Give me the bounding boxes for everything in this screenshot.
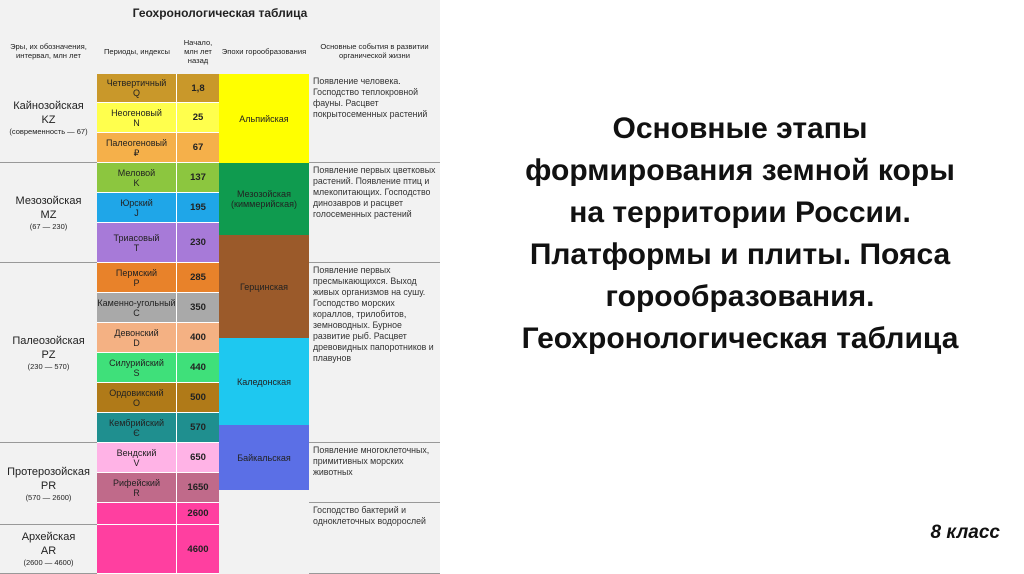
start-cell (177, 413, 219, 443)
period-cell (97, 525, 177, 574)
start-value: 4600 (187, 543, 209, 555)
start-cell (177, 103, 219, 133)
period-name: Неогеновый (111, 107, 162, 118)
era-name: Протерозойская (7, 465, 90, 478)
event-cell (309, 74, 440, 163)
era-range: (современность — 67) (9, 127, 88, 136)
start-value: 25 (192, 112, 204, 123)
event-cell (309, 163, 440, 263)
start-cell (177, 443, 219, 473)
start-value: 1,8 (191, 82, 205, 94)
era-range: (230 — 570) (27, 361, 70, 371)
period-cell (97, 74, 177, 103)
start-value: 230 (190, 237, 206, 248)
start-value: 570 (190, 422, 206, 433)
start-cell (177, 223, 219, 263)
period-index: D (133, 337, 140, 348)
period-index: K (133, 177, 140, 188)
period-name: Вендский (116, 447, 157, 458)
period-cell (97, 193, 177, 223)
era-range: (2600 — 4600) (23, 558, 74, 567)
orogeny-name: Байкальская (237, 452, 291, 463)
period-index: Q (132, 88, 140, 98)
slide-title-line: на территории России. (569, 196, 911, 229)
orogeny-cell (219, 338, 309, 425)
header-events: Основные события в развитии органической жизни (320, 42, 429, 60)
orogeny-name: Герцинская (240, 281, 288, 292)
period-index: C (133, 307, 140, 318)
period-name: Триасовый (113, 232, 160, 243)
era-cell (0, 163, 97, 263)
start-cell (177, 323, 219, 353)
orogeny-cell (219, 163, 309, 235)
orogeny-cell (219, 74, 309, 163)
period-index: T (133, 242, 140, 253)
start-value: 400 (190, 332, 206, 343)
era-range: (570 — 2600) (25, 492, 72, 502)
period-name: Девонский (114, 327, 159, 338)
era-code: PZ (41, 348, 56, 361)
period-name: Пермский (115, 267, 158, 278)
start-cell (177, 383, 219, 413)
start-value: 440 (190, 362, 206, 373)
period-cell (97, 133, 177, 163)
start-cell (177, 293, 219, 323)
period-index: N (133, 117, 140, 128)
start-value: 350 (190, 302, 206, 313)
header-start: Начало, млн лет назад (183, 37, 213, 65)
orogeny-name: Мезозойская (киммерийская) (231, 189, 297, 209)
era-cell (0, 263, 97, 443)
period-name: Юрский (120, 197, 153, 208)
period-cell (97, 443, 177, 473)
start-value: 1650 (187, 482, 209, 493)
start-cell (177, 133, 219, 163)
period-cell (97, 223, 177, 263)
start-cell (177, 74, 219, 103)
slide-title-line: Платформы и плиты. Пояса (529, 238, 951, 271)
period-name: Четвертичный (106, 78, 167, 88)
start-value: 137 (190, 172, 206, 183)
header-eras: Эры, их обозначения, интервал, млн лет (10, 42, 87, 60)
event-text: Появление многоклеточных, примитивных морских животных (313, 445, 430, 477)
period-name: Меловой (117, 167, 156, 178)
period-cell (97, 163, 177, 193)
period-index: O (132, 397, 140, 408)
start-cell (177, 263, 219, 293)
period-cell (97, 383, 177, 413)
era-name: Архейская (21, 531, 76, 543)
header-periods: Периоды, индексы (103, 46, 171, 56)
period-index: S (133, 367, 140, 378)
era-code: PR (40, 479, 57, 492)
geochronology-table (0, 0, 440, 574)
start-cell (177, 163, 219, 193)
period-name: Кембрийский (108, 417, 165, 428)
start-cell (177, 525, 219, 574)
era-name: Палеозойская (12, 334, 85, 347)
start-cell (177, 503, 219, 525)
orogeny-name: Альпийская (239, 113, 289, 124)
era-code: KZ (41, 114, 56, 126)
period-index: P (133, 277, 140, 288)
period-name: Рифейский (113, 477, 160, 488)
slide-title-line: Геохронологическая таблица (521, 322, 959, 355)
orogeny-cell (219, 425, 309, 490)
start-cell (177, 353, 219, 383)
event-cell (309, 443, 440, 503)
start-cell (177, 193, 219, 223)
event-text: Появление первых пресмыкающихся. Выход живых организмов на сушу. Господство морских кораллов, трилобитов, земноводных. Бурное развитие рыб. Расцвет древовидных папоротников и плавунов (313, 265, 434, 363)
period-index: V (133, 457, 140, 468)
orogeny-name: Каледонская (236, 376, 292, 387)
start-value: 500 (190, 392, 206, 403)
era-cell (0, 443, 97, 525)
start-value: 195 (190, 202, 206, 213)
start-cell (177, 473, 219, 503)
period-cell (97, 103, 177, 133)
start-value: 285 (190, 272, 206, 283)
start-value: 2600 (187, 508, 209, 519)
period-cell (97, 413, 177, 443)
event-cell (309, 503, 440, 574)
period-cell (97, 323, 177, 353)
period-name: Каменно-угольный (97, 297, 176, 308)
era-code: MZ (40, 208, 57, 221)
event-text: Господство бактерий и одноклеточных водорослей (313, 505, 426, 526)
start-value: 650 (190, 452, 206, 463)
event-text: Появление человека. Господство теплокровной фауны. Расцвет покрытосеменных растений (313, 76, 428, 119)
period-cell (97, 473, 177, 503)
period-index: J (134, 207, 139, 218)
period-name: Палеогеновый (105, 137, 168, 148)
grade-label: 8 класс (930, 522, 1000, 543)
era-cell (0, 74, 97, 163)
period-index: R (133, 487, 140, 498)
orogeny-cell (219, 235, 309, 338)
start-value: 67 (192, 142, 204, 153)
slide-title-line: формирования земной коры (525, 154, 955, 187)
period-name: Ордовикский (109, 387, 164, 398)
slide-title-line: горообразования. (605, 280, 875, 313)
period-cell (97, 263, 177, 293)
era-cell (0, 525, 97, 574)
period-cell (97, 293, 177, 323)
table-title: Геохронологическая таблица (132, 6, 308, 20)
slide-title-line: Основные этапы (612, 112, 868, 145)
era-range: (67 — 230) (29, 221, 68, 231)
period-cell (97, 503, 177, 525)
period-index: Є (133, 427, 140, 438)
event-text: Появление первых цветковых растений. Появление птиц и млекопитающих. Господство динозавров и расцвет голосеменных растений (313, 165, 436, 219)
era-code: AR (40, 545, 57, 557)
era-name: Мезозойская (15, 194, 82, 207)
period-name: Силурийский (109, 357, 164, 368)
period-cell (97, 353, 177, 383)
period-index: ₽ (133, 147, 140, 158)
era-name: Кайнозойская (13, 100, 84, 112)
slide-title (460, 108, 1020, 360)
header-orogeny: Эпохи горообразования (221, 46, 307, 56)
event-cell (309, 263, 440, 443)
